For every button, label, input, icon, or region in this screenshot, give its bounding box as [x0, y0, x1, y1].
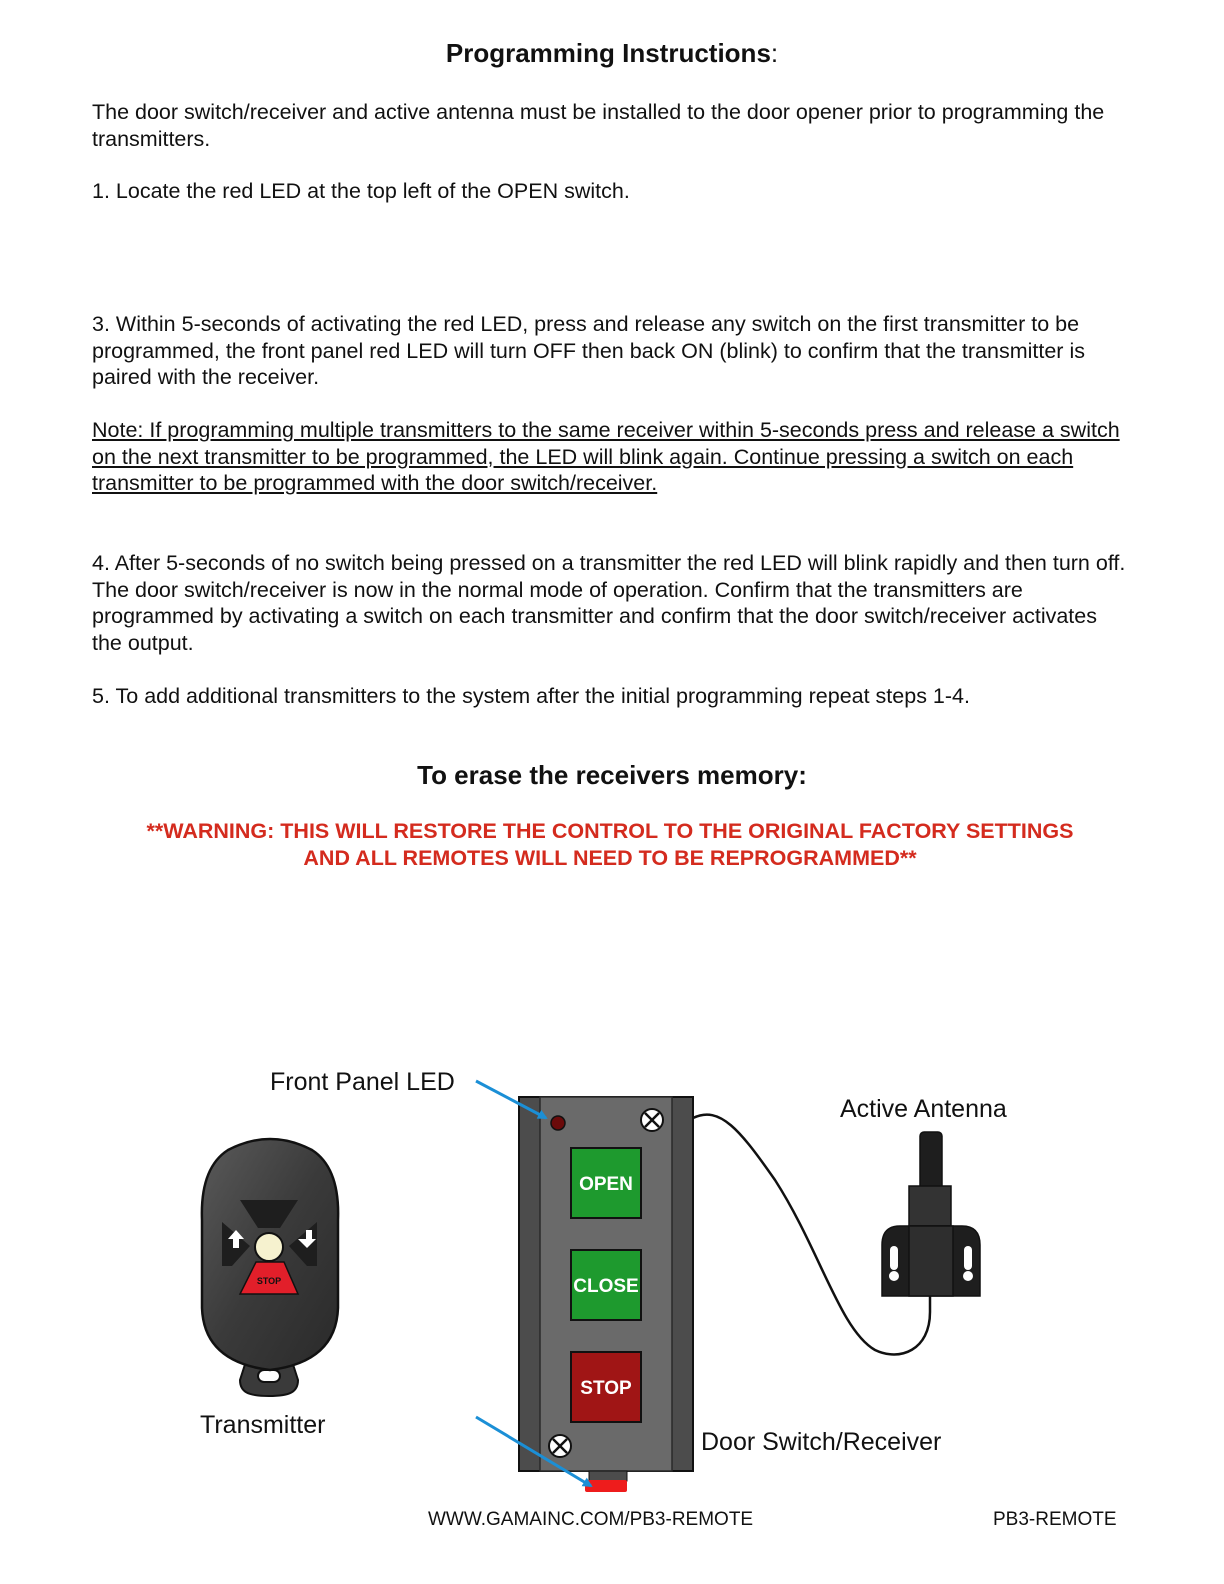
warning-text: **WARNING: THIS WILL RESTORE THE CONTROL TO THE ORIGINAL FACTORY SETTINGS AND ALL REMOTES WILL NEED TO BE REPROGRAMMED** [146, 819, 1074, 870]
reset-button [585, 1480, 627, 1492]
step-5: 5. To add additional transmitters to the system after the initial programming repeat steps 1-4. [92, 684, 970, 708]
device-diagram [0, 1050, 1224, 1530]
fob-stop-text: STOP [256, 1276, 282, 1286]
step-4: 4. After 5-seconds of no switch being pressed on a transmitter the red LED will blink rapidly and then turn off. The door switch/receiver is now in the normal mode of operation. Confirm that the transmitters are programmed by activating a switch on each transmitter and confirm that the door switch/receiver activates the output. [92, 551, 1126, 655]
footer-model: PB3-REMOTE [993, 1509, 1117, 1530]
close-button-label: CLOSE [573, 1276, 639, 1297]
fob-center-led [255, 1233, 283, 1261]
step-1: 1. Locate the red LED at the top left of the OPEN switch. [92, 179, 630, 203]
stop-button-label: STOP [580, 1378, 632, 1399]
note-paragraph: Note: If programming multiple transmitters to the same receiver within 5-seconds press and release a switch on the next transmitter to be programmed, the LED will blink again. Continue pressing a switch on each transmitter to be programmed with the door switch/receiver. [92, 418, 1120, 495]
front-panel-led [551, 1116, 565, 1130]
screw-icon [641, 1109, 663, 1131]
front-panel-led-label: Front Panel LED [270, 1068, 455, 1096]
transmitter-label: Transmitter [200, 1411, 326, 1439]
screw-icon [549, 1435, 571, 1457]
open-button-label: OPEN [579, 1174, 633, 1195]
diagram-drawing [0, 1050, 1224, 1530]
active-antenna [882, 1132, 980, 1296]
keyring-hole [258, 1370, 280, 1382]
erase-title: To erase the receivers memory: [417, 760, 807, 790]
door-switch-label: Door Switch/Receiver [701, 1428, 942, 1456]
intro-paragraph: The door switch/receiver and active antenna must be installed to the door opener prior to programming the transmitters. [92, 100, 1105, 151]
door-switch-receiver [519, 1097, 693, 1492]
page-title: Programming Instructions: [445, 38, 779, 68]
step-3: 3. Within 5-seconds of activating the red LED, press and release any switch on the first transmitter to be programmed, the front panel red LED will turn OFF then back ON (blink) to confirm that the transmitter is paired with the receiver. [92, 312, 1085, 389]
active-antenna-label: Active Antenna [840, 1095, 1007, 1123]
footer-url: WWW.GAMAINC.COM/PB3-REMOTE [428, 1509, 754, 1530]
transmitter-fob [202, 1139, 338, 1396]
